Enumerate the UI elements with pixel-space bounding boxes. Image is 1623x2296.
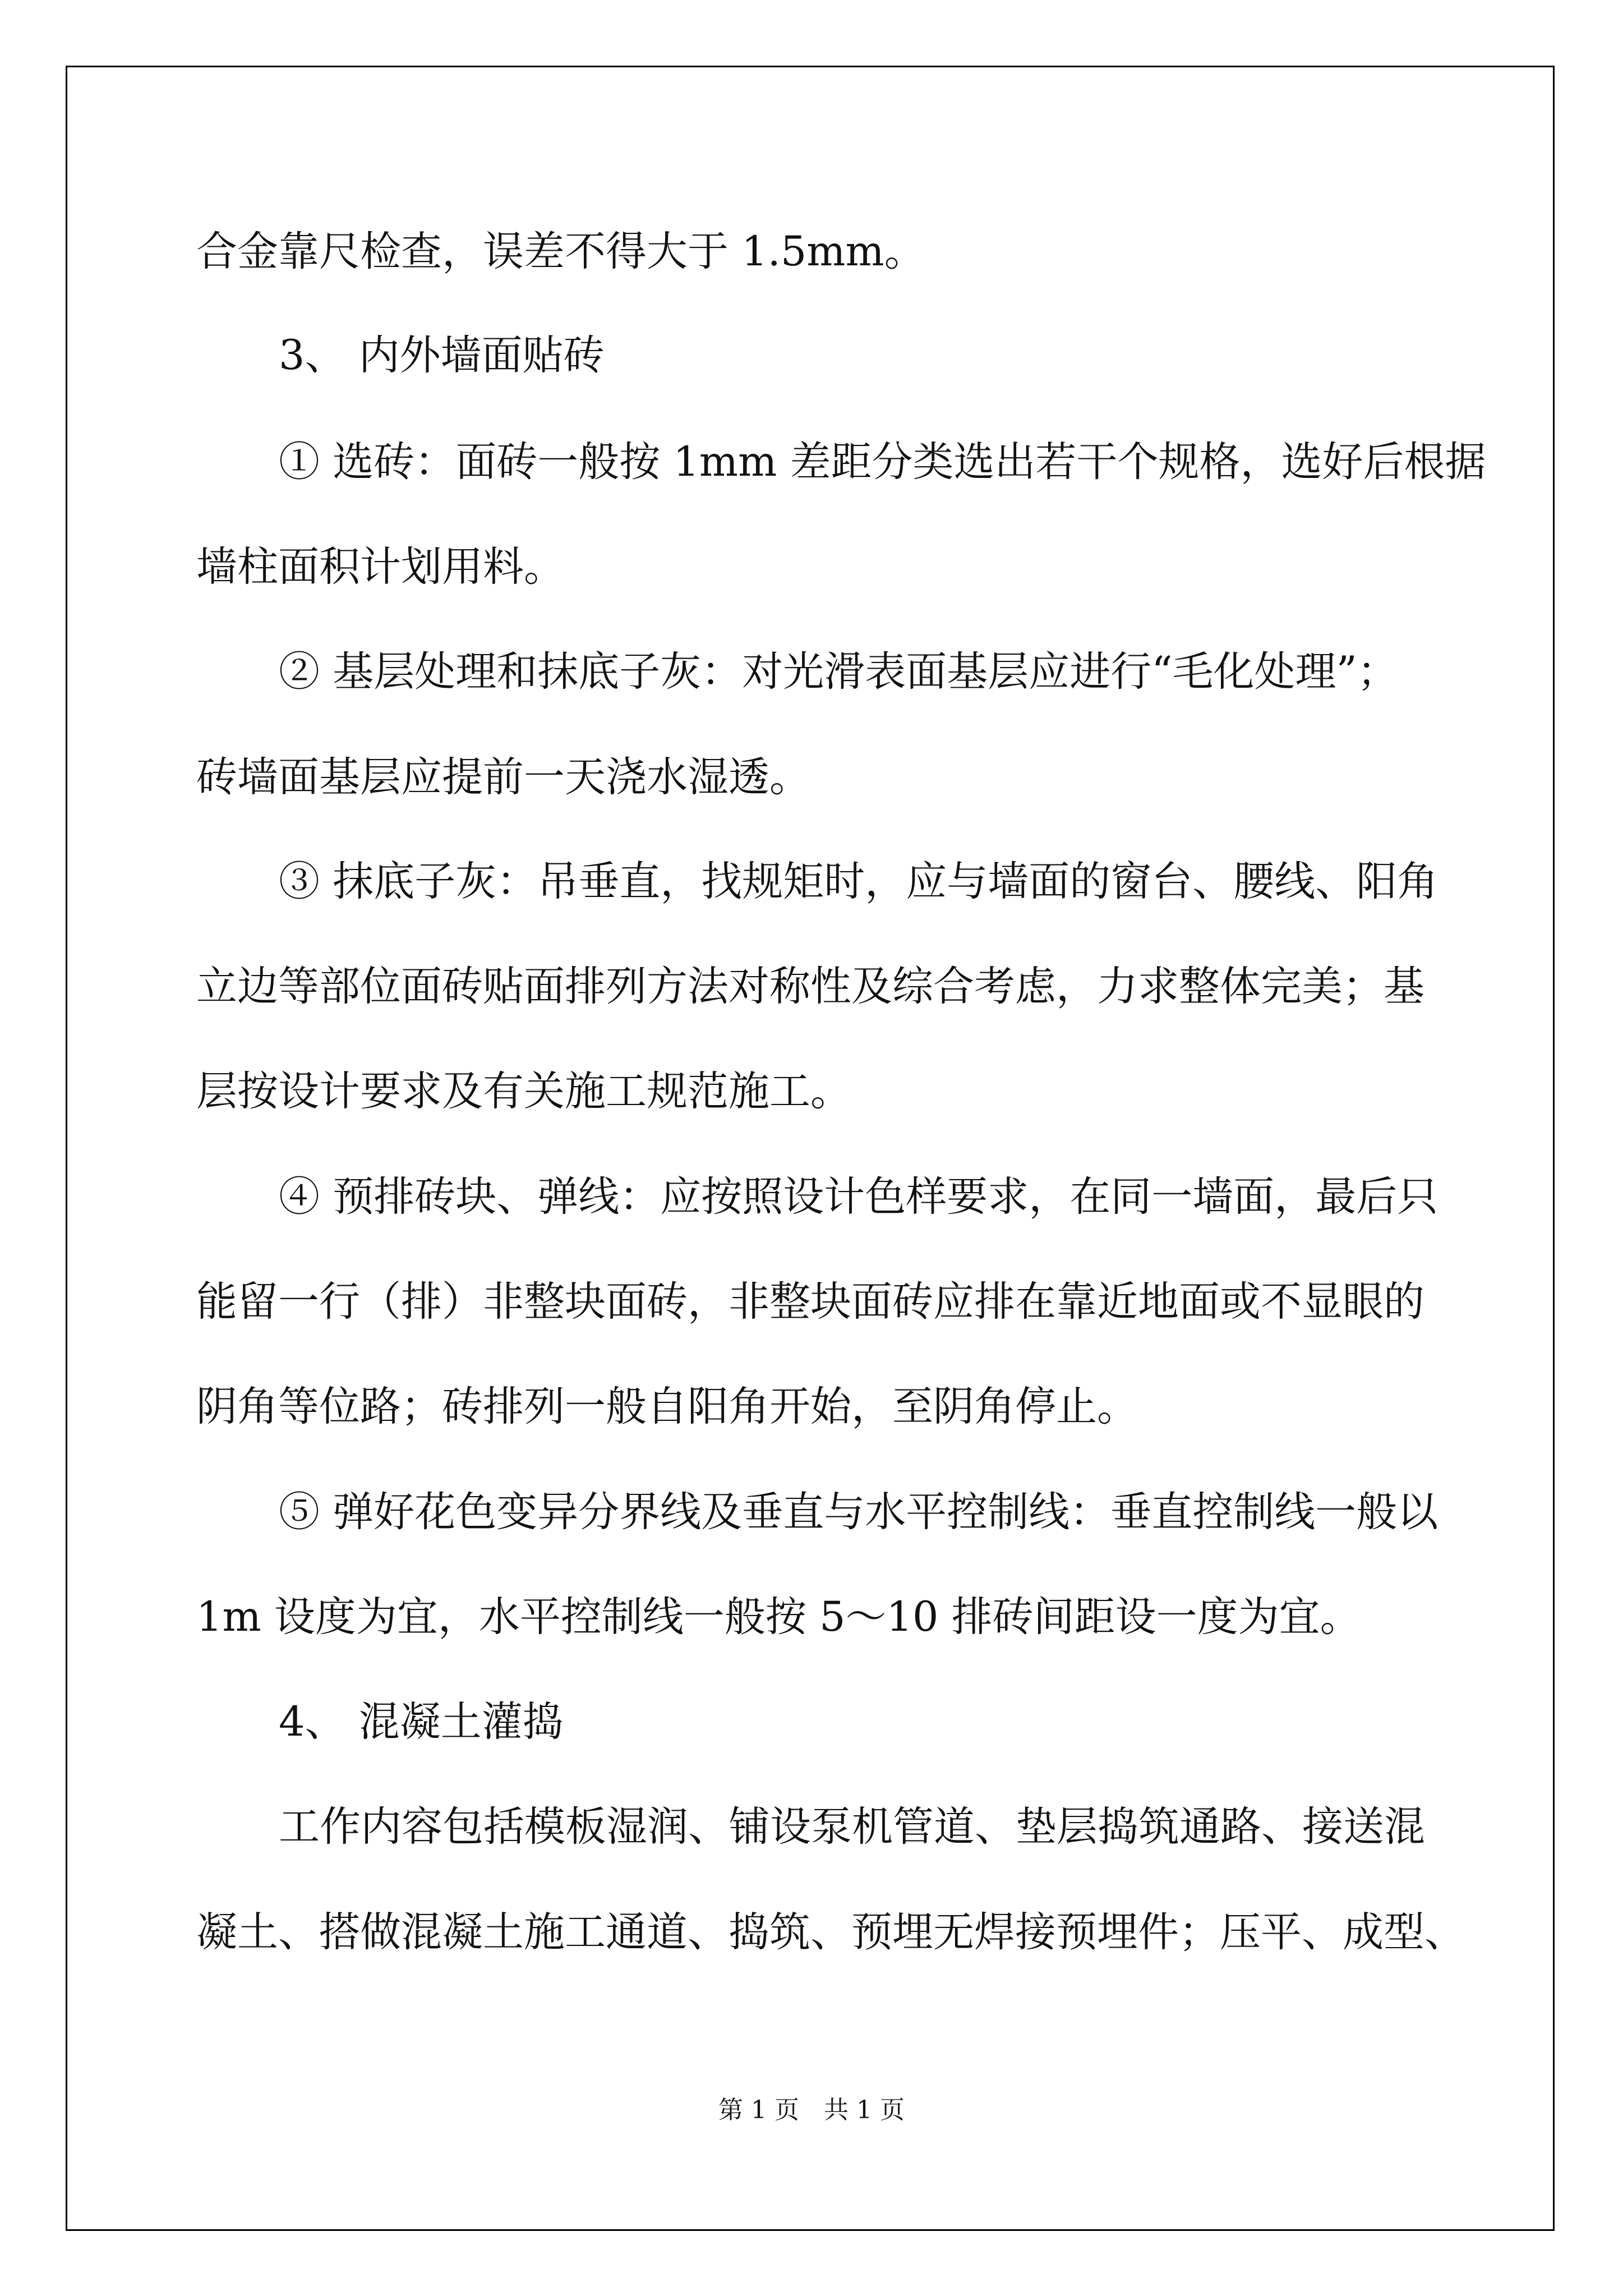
- paragraph-line: 墙柱面积计划用料。: [196, 543, 565, 591]
- paragraph-line: ① 选砖：面砖一般按 1mm 差距分类选出若干个规格，选好后根据: [279, 438, 1486, 486]
- paragraph-line: 1m 设度为宜，水平控制线一般按 5～10 排砖间距设一度为宜。: [196, 1593, 1361, 1641]
- paragraph-line: 阴角等位路；砖排列一般自阳角开始，至阴角停止。: [196, 1383, 1138, 1430]
- paragraph-line: ③ 抹底子灰：吊垂直，找规矩时，应与墙面的窗台、腰线、阳角: [279, 858, 1438, 905]
- paragraph-line: 凝土、搭做混凝土施工通道、捣筑、预埋无焊接预埋件；压平、成型、: [196, 1908, 1465, 1956]
- paragraph-line: 工作内容包括模板湿润、铺设泵机管道、垫层捣筑通路、接送混: [279, 1803, 1425, 1851]
- paragraph-line: 层按设计要求及有关施工规范施工。: [196, 1068, 851, 1115]
- paragraph-line: 合金靠尺检查，误差不得大于 1.5mm。: [196, 228, 925, 275]
- section-heading: 3、 内外墙面贴砖: [279, 332, 605, 379]
- paragraph-line: ② 基层处理和抹底子灰：对光滑表面基层应进行“毛化处理”；: [279, 648, 1398, 696]
- page-number-footer: 第 1 页 共 1 页: [718, 2096, 905, 2124]
- section-heading: 4、 混凝土灌捣: [279, 1698, 564, 1746]
- paragraph-line: 立边等部位面砖贴面排列方法对称性及综合考虑，力求整体完美；基: [196, 963, 1424, 1010]
- paragraph-line: 砖墙面基层应提前一天浇水湿透。: [196, 753, 810, 801]
- paragraph-line: 能留一行（排）非整块面砖，非整块面砖应排在靠近地面或不显眼的: [196, 1278, 1424, 1326]
- paragraph-line: ④ 预排砖块、弹线：应按照设计色样要求，在同一墙面，最后只: [279, 1173, 1438, 1221]
- paragraph-line: ⑤ 弹好花色变异分界线及垂直与水平控制线：垂直控制线一般以: [279, 1488, 1438, 1536]
